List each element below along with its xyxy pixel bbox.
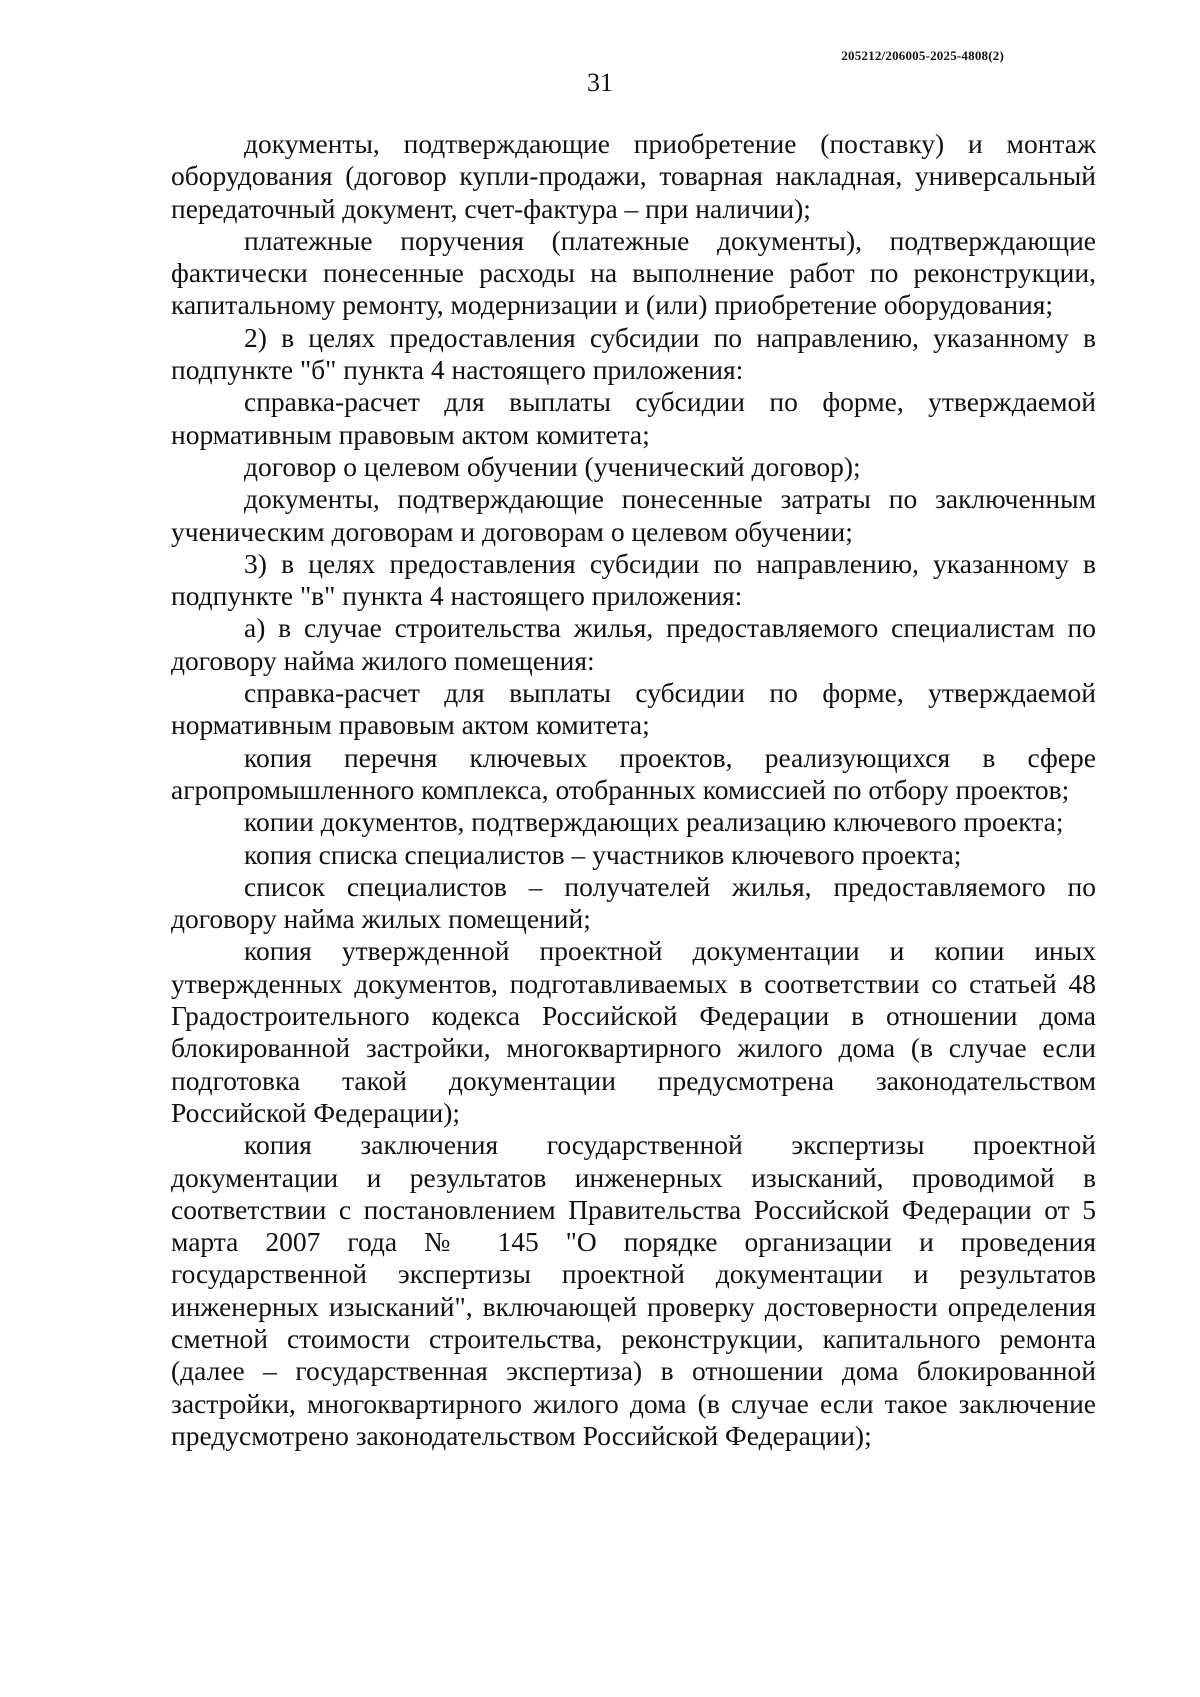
paragraph: 2) в целях предоставления субсидии по направлению, указанному в подпункте "б" пункта 4 настоящего приложения:: [171, 321, 1096, 386]
paragraph: список специалистов – получателей жилья, предоставляемого по договору найма жилых помещений;: [171, 870, 1096, 935]
paragraph: копия списка специалистов – участников ключевого проекта;: [244, 838, 962, 870]
paragraph: справка-расчет для выплаты субсидии по форме, утверждаемой нормативным правовым актом комитета;: [171, 677, 1096, 741]
paragraph: копия заключения государственной экспертизы проектной документации и результатов инженерных изысканий, проводимой в соответствии с постановлением Правительства Российской Федерации от 5 марта 2007 года № 145 "О порядке организации и проведения государственной экспертизы проектной документации и результатов инженерных изысканий", включающей проверку достоверности определения сметной стоимости строительства, реконструкции, капитального ремонта (далее – государственная экспертиза) в отношении дома блокированной застройки, многоквартирного жилого дома (в случае если такое заключение предусмотрено законодательством Российской Федерации);: [171, 1129, 1096, 1451]
paragraph: копия перечня ключевых проектов, реализующихся в сфере агропромышленного комплекса, отобранных комиссией по отбору проектов;: [171, 741, 1096, 805]
paragraph: документы, подтверждающие приобретение (поставку) и монтаж оборудования (договор купли-продажи, товарная накладная, универсальный передаточный документ, счет-фактура – при наличии);: [171, 128, 1096, 224]
paragraph: 3) в целях предоставления субсидии по направлению, указанному в подпункте "в" пункта 4 настоящего приложения:: [171, 547, 1096, 612]
paragraph: копии документов, подтверждающих реализацию ключевого проекта;: [244, 806, 1064, 838]
paragraph: копия утвержденной проектной документации и копии иных утвержденных документов, подготавливаемых в соответствии со статьей 48 Градостроительного кодекса Российской Федерации в отношении дома блокированной застройки, многоквартирного жилого дома (в случае если подготовка такой документации предусмотрена законодательством Российской Федерации);: [171, 935, 1096, 1128]
paragraph: документы, подтверждающие понесенные затраты по заключенным ученическим договорам и договорам о целевом обучении;: [171, 483, 1096, 547]
page-number: 31: [587, 68, 613, 97]
paragraph: договор о целевом обучении (ученический договор);: [244, 450, 861, 482]
paragraph: справка-расчет для выплаты субсидии по форме, утверждаемой нормативным правовым актом комитета;: [171, 386, 1096, 450]
document-registration-number: 205212/206005-2025-4808(2): [841, 48, 1004, 63]
paragraph: а) в случае строительства жилья, предоставляемого специалистам по договору найма жилого помещения:: [171, 612, 1096, 676]
paragraph: платежные поручения (платежные документы), подтверждающие фактически понесенные расходы на выполнение работ по реконструкции, капитальному ремонту, модернизации и (или) приобретение оборудования;: [171, 224, 1096, 321]
document-body: [171, 128, 1096, 1452]
